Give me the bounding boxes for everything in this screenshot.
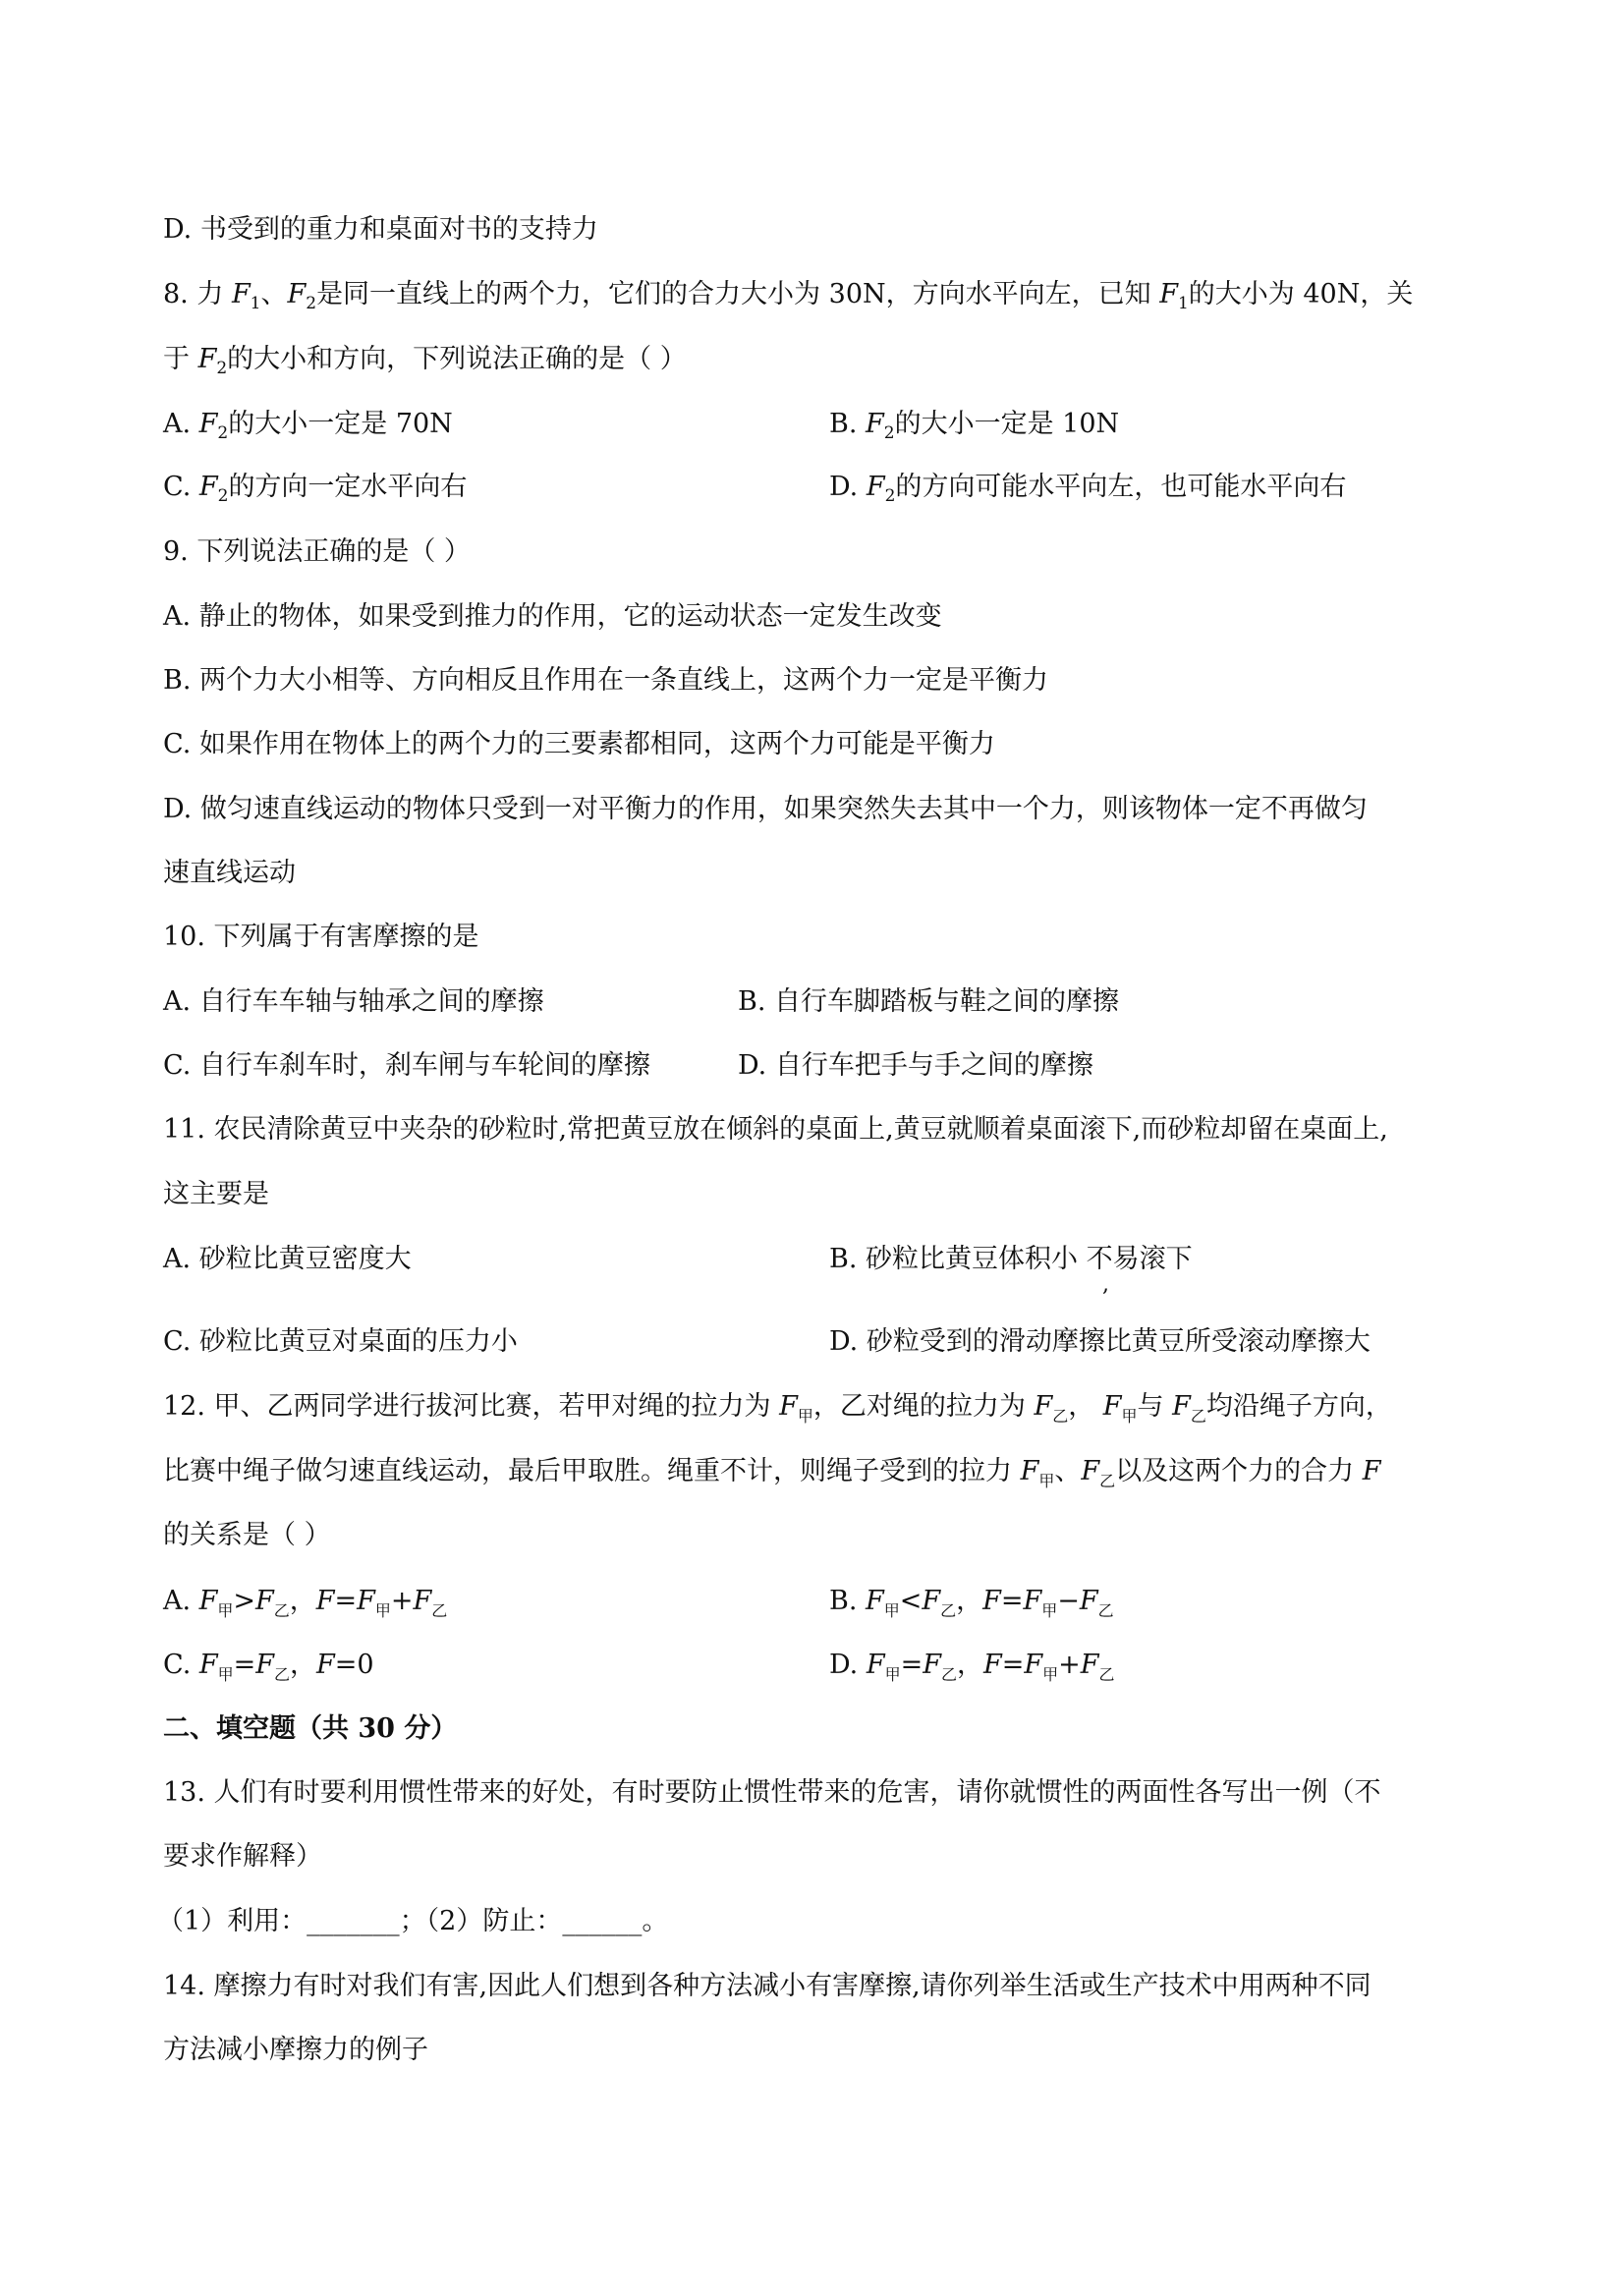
q10-option-c: C. 自行车刹车时，刹车闸与车轮间的摩擦: [163, 1050, 650, 1081]
q11-stem-line1: 11. 农民清除黄豆中夹杂的砂粒时,常把黄豆放在倾斜的桌面上,黄豆就顺着桌面滚下,而砂粒却留在桌面上,: [163, 1114, 1388, 1145]
q8-option-d: D. $F_2$的方向可能水平向左，也可能水平向右: [829, 472, 1347, 506]
q10-option-d: D. 自行车把手与手之间的摩擦: [738, 1050, 1093, 1081]
q9-option-c: C. 如果作用在物体上的两个力的三要素都相同，这两个力可能是平衡力: [163, 729, 995, 759]
q13-stem-line1: 13. 人们有时要利用惯性带来的好处，有时要防止惯性带来的危害，请你就惯性的两面性各写出一例（不: [163, 1777, 1381, 1808]
q12-stem-line1: 12. 甲、乙两同学进行拔河比赛，若甲对绳的拉力为 $F_甲$，乙对绳的拉力为 $F_乙$， $F_甲$与 $F_乙$均沿绳子方向，: [163, 1391, 1392, 1426]
q8-stem-line1: 8. 力 $F_1$、$F_2$是同一直线上的两个力，它们的合力大小为 30N，方向水平向左，已知 $F_1$的大小为 40N，关: [163, 279, 1414, 313]
q9-option-a: A. 静止的物体，如果受到推力的作用，它的运动状态一定发生改变: [163, 601, 942, 632]
q10-stem: 10. 下列属于有害摩擦的是: [163, 922, 479, 952]
q9-stem: 9. 下列说法正确的是（ ）: [163, 536, 471, 567]
section-title-fill-in: 二、填空题（共 30 分）: [163, 1713, 458, 1744]
stray-comma-mark: ,: [1102, 1272, 1109, 1297]
q9-option-d-line1: D. 做匀速直线运动的物体只受到一对平衡力的作用，如果突然失去其中一个力，则该物体一定不再做匀: [163, 794, 1368, 824]
q12-option-a: A. $F_甲>F_乙$，$F=F_甲+F_乙$: [163, 1586, 448, 1620]
q14-stem-line2: 方法减小摩擦力的例子: [163, 2035, 428, 2065]
q10-option-a: A. 自行车车轴与轴承之间的摩擦: [163, 986, 544, 1017]
q12-stem-line3: 的关系是（ ）: [163, 1520, 331, 1550]
q13-answer-blanks: （1）利用：_______；（2）防止：______。: [157, 1906, 669, 1936]
q10-option-b: B. 自行车脚踏板与鞋之间的摩擦: [738, 986, 1120, 1017]
q12-option-d: D. $F_甲=F_乙$，$F=F_甲+F_乙$: [829, 1650, 1115, 1684]
q12-option-c: C. $F_甲=F_乙$，F=0: [163, 1650, 374, 1684]
q11-option-b: B. 砂粒比黄豆体积小 不易滚下: [829, 1244, 1193, 1274]
q8-option-b: B. $F_2$的大小一定是 10N: [829, 409, 1120, 443]
q8-stem-line2: 于 $F_2$的大小和方向，下列说法正确的是（ ）: [163, 344, 687, 378]
q9-option-d-line2: 速直线运动: [163, 858, 296, 888]
q8-option-a: A. $F_2$的大小一定是 70N: [163, 409, 453, 443]
q11-option-c: C. 砂粒比黄豆对桌面的压力小: [163, 1326, 518, 1357]
q12-option-b: B. $F_甲<F_乙$，$F=F_甲-F_乙$: [829, 1586, 1114, 1620]
q14-stem-line1: 14. 摩擦力有时对我们有害,因此人们想到各种方法减小有害摩擦,请你列举生活或生产技术中用两种不同: [163, 1971, 1371, 2001]
q8-option-c: C. $F_2$的方向一定水平向右: [163, 472, 468, 506]
q11-stem-line2: 这主要是: [163, 1179, 269, 1209]
q11-option-d: D. 砂粒受到的滑动摩擦比黄豆所受滚动摩擦大: [829, 1326, 1371, 1357]
q11-option-a: A. 砂粒比黄豆密度大: [163, 1244, 412, 1274]
q13-stem-line2: 要求作解释）: [163, 1841, 322, 1872]
q9-option-b: B. 两个力大小相等、方向相反且作用在一条直线上，这两个力一定是平衡力: [163, 665, 1049, 696]
q7-option-d: D. 书受到的重力和桌面对书的支持力: [163, 214, 598, 245]
q12-stem-line2: 比赛中绳子做匀速直线运动，最后甲取胜。绳重不计，则绳子受到的拉力 $F_甲$、$F_乙$以及这两个力的合力 F: [163, 1456, 1381, 1490]
